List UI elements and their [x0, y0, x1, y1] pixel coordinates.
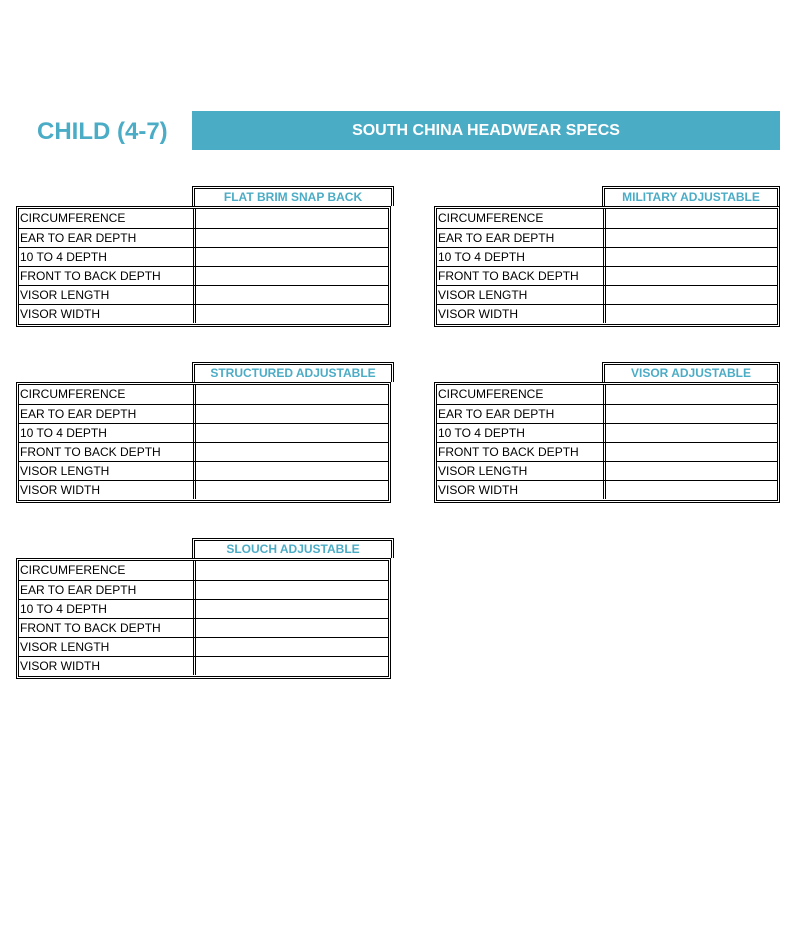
- spec-value-cell[interactable]: [193, 581, 388, 599]
- spec-row: [19, 285, 388, 304]
- spec-value-cell[interactable]: [193, 385, 388, 404]
- spec-label: EAR TO EAR DEPTH: [20, 583, 137, 597]
- spec-value-cell[interactable]: [603, 481, 777, 499]
- spec-value-cell[interactable]: [603, 385, 777, 404]
- spec-row: [437, 209, 777, 228]
- spec-label: VISOR WIDTH: [20, 307, 100, 321]
- spec-label: VISOR LENGTH: [20, 640, 110, 654]
- spec-value-cell[interactable]: [193, 229, 388, 247]
- spec-label: CIRCUMFERENCE: [20, 211, 126, 225]
- spec-label: EAR TO EAR DEPTH: [20, 407, 137, 421]
- spec-value-cell[interactable]: [193, 600, 388, 618]
- spec-table-title: STRUCTURED ADJUSTABLE: [192, 362, 394, 382]
- spec-value-cell[interactable]: [603, 229, 777, 247]
- spec-row: [437, 442, 777, 461]
- spec-value-cell[interactable]: [603, 443, 777, 461]
- spec-label: VISOR WIDTH: [20, 483, 100, 497]
- spec-label: EAR TO EAR DEPTH: [20, 231, 137, 245]
- spec-table-title: VISOR ADJUSTABLE: [602, 362, 780, 382]
- spec-value-cell[interactable]: [603, 286, 777, 304]
- spec-label: FRONT TO BACK DEPTH: [20, 269, 161, 283]
- spec-label: EAR TO EAR DEPTH: [438, 231, 555, 245]
- spec-table-slouch-adjustable: [16, 538, 391, 679]
- spec-label: VISOR LENGTH: [20, 288, 110, 302]
- spec-label: 10 TO 4 DEPTH: [438, 426, 525, 440]
- spec-row: [19, 599, 388, 618]
- spec-value-cell[interactable]: [603, 424, 777, 442]
- spec-row: [437, 404, 777, 423]
- spec-label: VISOR LENGTH: [438, 464, 528, 478]
- spec-row: [437, 266, 777, 285]
- spec-row: [19, 637, 388, 656]
- spec-row: [19, 580, 388, 599]
- spec-grid: [16, 382, 391, 503]
- spec-label: FRONT TO BACK DEPTH: [20, 621, 161, 635]
- spec-label: VISOR LENGTH: [20, 464, 110, 478]
- spec-table-title: SLOUCH ADJUSTABLE: [192, 538, 394, 558]
- spec-row: [19, 404, 388, 423]
- spec-row: [19, 461, 388, 480]
- spec-row: [437, 304, 777, 323]
- spec-row: [437, 385, 777, 404]
- spec-row: [19, 228, 388, 247]
- spec-row: [19, 442, 388, 461]
- spec-row: [19, 480, 388, 499]
- spec-value-cell[interactable]: [603, 248, 777, 266]
- spec-row: [19, 266, 388, 285]
- spec-label: FRONT TO BACK DEPTH: [438, 269, 579, 283]
- spec-label: 10 TO 4 DEPTH: [438, 250, 525, 264]
- spec-label: VISOR WIDTH: [438, 483, 518, 497]
- spec-label: VISOR WIDTH: [438, 307, 518, 321]
- spec-row: [437, 285, 777, 304]
- spec-label: FRONT TO BACK DEPTH: [438, 445, 579, 459]
- spec-row: [19, 618, 388, 637]
- spec-table-title: FLAT BRIM SNAP BACK: [192, 186, 394, 206]
- spec-label: CIRCUMFERENCE: [438, 387, 544, 401]
- spec-label: 10 TO 4 DEPTH: [20, 426, 107, 440]
- spec-value-cell[interactable]: [193, 561, 388, 580]
- spec-label: VISOR LENGTH: [438, 288, 528, 302]
- spec-label: 10 TO 4 DEPTH: [20, 250, 107, 264]
- spec-value-cell[interactable]: [193, 267, 388, 285]
- spec-value-cell[interactable]: [193, 481, 388, 499]
- spec-grid: [434, 382, 780, 503]
- spec-row: [437, 423, 777, 442]
- spec-banner: SOUTH CHINA HEADWEAR SPECS: [192, 111, 780, 150]
- spec-row: [437, 480, 777, 499]
- spec-row: [19, 304, 388, 323]
- spec-value-cell[interactable]: [193, 462, 388, 480]
- spec-row: [19, 247, 388, 266]
- spec-label: EAR TO EAR DEPTH: [438, 407, 555, 421]
- spec-row: [437, 247, 777, 266]
- spec-value-cell[interactable]: [193, 305, 388, 323]
- spec-table-military-adjustable: [434, 186, 809, 327]
- spec-value-cell[interactable]: [193, 443, 388, 461]
- spec-label: CIRCUMFERENCE: [438, 211, 544, 225]
- spec-grid: [16, 206, 391, 327]
- spec-value-cell[interactable]: [603, 267, 777, 285]
- spec-grid: [16, 558, 391, 679]
- spec-table-visor-adjustable: [434, 362, 809, 503]
- spec-label: CIRCUMFERENCE: [20, 387, 126, 401]
- spec-value-cell[interactable]: [193, 209, 388, 228]
- spec-row: [19, 561, 388, 580]
- spec-table-title: MILITARY ADJUSTABLE: [602, 186, 780, 206]
- spec-label: CIRCUMFERENCE: [20, 563, 126, 577]
- spec-table-flat-brim-snap-back: [16, 186, 391, 327]
- spec-value-cell[interactable]: [603, 405, 777, 423]
- spec-grid: [434, 206, 780, 327]
- spec-label: FRONT TO BACK DEPTH: [20, 445, 161, 459]
- spec-row: [19, 423, 388, 442]
- spec-value-cell[interactable]: [193, 619, 388, 637]
- spec-row: [437, 461, 777, 480]
- spec-value-cell[interactable]: [193, 424, 388, 442]
- spec-value-cell[interactable]: [193, 657, 388, 675]
- spec-row: [19, 656, 388, 675]
- page-title: CHILD (4-7): [37, 118, 168, 145]
- spec-value-cell[interactable]: [193, 405, 388, 423]
- spec-value-cell[interactable]: [193, 248, 388, 266]
- spec-label: VISOR WIDTH: [20, 659, 100, 673]
- spec-value-cell[interactable]: [603, 462, 777, 480]
- spec-value-cell[interactable]: [603, 209, 777, 228]
- spec-value-cell[interactable]: [193, 286, 388, 304]
- spec-value-cell[interactable]: [603, 305, 777, 323]
- spec-value-cell[interactable]: [193, 638, 388, 656]
- spec-row: [19, 209, 388, 228]
- spec-row: [437, 228, 777, 247]
- spec-label: 10 TO 4 DEPTH: [20, 602, 107, 616]
- spec-row: [19, 385, 388, 404]
- spec-table-structured-adjustable: [16, 362, 391, 503]
